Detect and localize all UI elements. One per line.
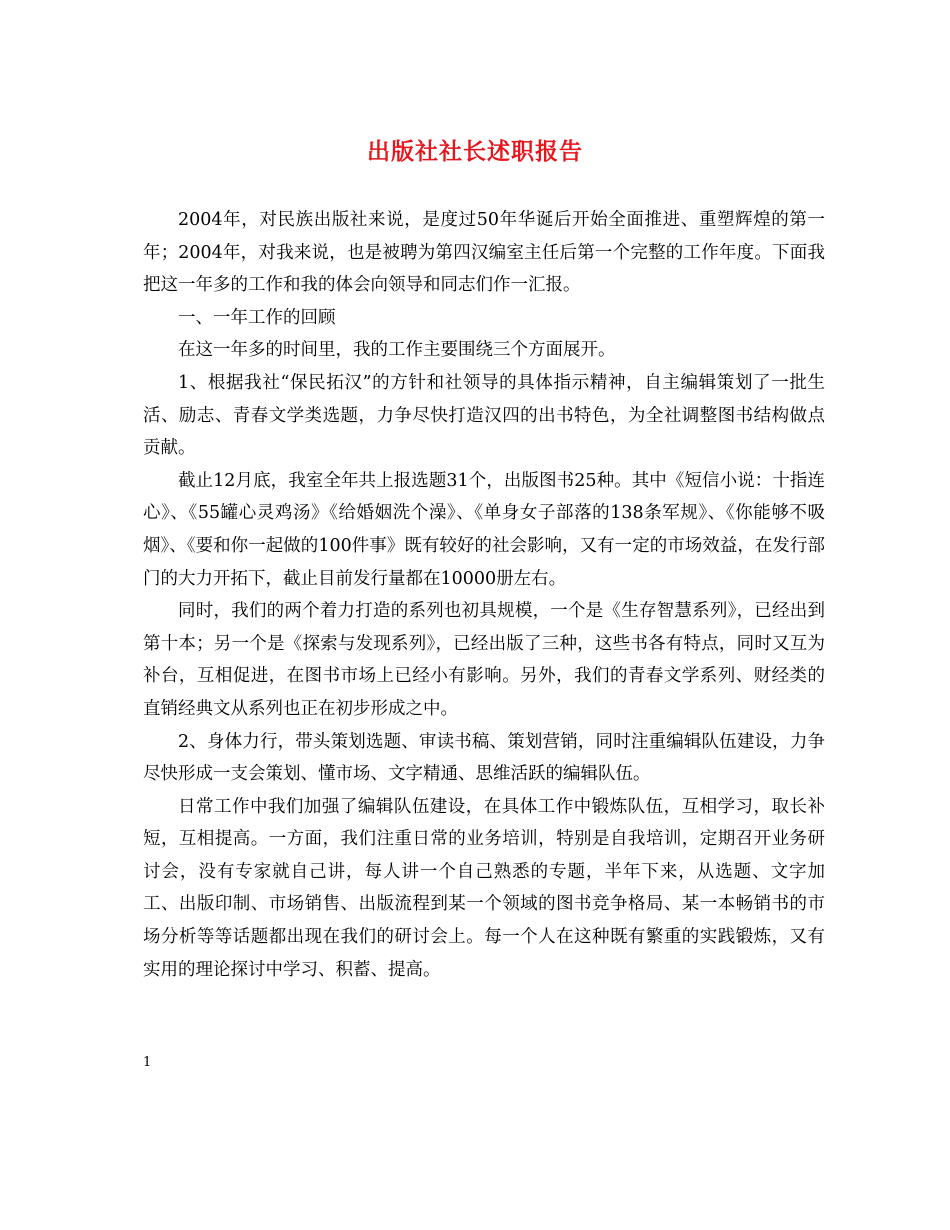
page-number: 1	[143, 1055, 152, 1070]
paragraph-team-building: 日常工作中我们加强了编辑队伍建设，在具体工作中锻炼队伍，互相学习，取长补短，互相提高。一方面，我们注重日常的业务培训，特别是自我培训，定期召开业务研讨会，没有专家就自己讲，每人讲一个自己熟悉的专题，半年下来，从选题、文字加工、出版印制、市场销售、出版流程到某一个领域的图书竞争格局、某一本畅销书的市场分析等等话题都出现在我们的研讨会上。每一个人在这种既有繁重的实践锻炼，又有实用的理论探讨中学习、积蓄、提高。	[143, 796, 825, 980]
paragraph-overview: 在这一年多的时间里，我的工作主要围绕三个方面展开。	[178, 340, 616, 361]
paragraph-point-2: 2、身体力行，带头策划选题、审读书稿、策划营销，同时注重编辑队伍建设，力争尽快形成一支会策划、懂市场、文字精通、思维活跃的编辑队伍。	[143, 731, 825, 785]
paragraph-publications: 截止12月底，我室全年共上报选题31个，出版图书25种。其中《短信小说：十指连心》、《55罐心灵鸡汤》《给婚姻洗个澡》、《单身女子部落的138条军规》、《你能够不吸烟》、《要和你一起做的100件事》既有较好的社会影响，又有一定的市场效益，在发行部门的大力开拓下，截止目前发行量都在10000册左右。	[143, 470, 825, 589]
document-body	[143, 204, 825, 986]
paragraph-series: 同时，我们的两个着力打造的系列也初具规模，一个是《生存智慧系列》，已经出到第十本；另一个是《探索与发现系列》，已经出版了三种，这些书各有特点，同时又互为补台，互相促进，在图书市场上已经小有影响。另外，我们的青春文学系列、财经类的直销经典文从系列也正在初步形成之中。	[143, 601, 825, 719]
section-heading-review: 一、一年工作的回顾	[178, 307, 336, 328]
document-title: 出版社社长述职报告	[367, 138, 583, 165]
paragraph-point-1: 1、根据我社“保民拓汉”的方针和社领导的具体指示精神，自主编辑策划了一批生活、励志、青春文学类选题，力争尽快打造汉四的出书特色，为全社调整图书结构做点贡献。	[143, 372, 825, 459]
paragraph-intro: 2004年，对民族出版社来说，是度过50年华诞后开始全面推进、重塑辉煌的第一年；2004年，对我来说，也是被聘为第四汉编室主任后第一个完整的工作年度。下面我把这一年多的工作和我的体会向领导和同志们作一汇报。	[143, 210, 825, 296]
